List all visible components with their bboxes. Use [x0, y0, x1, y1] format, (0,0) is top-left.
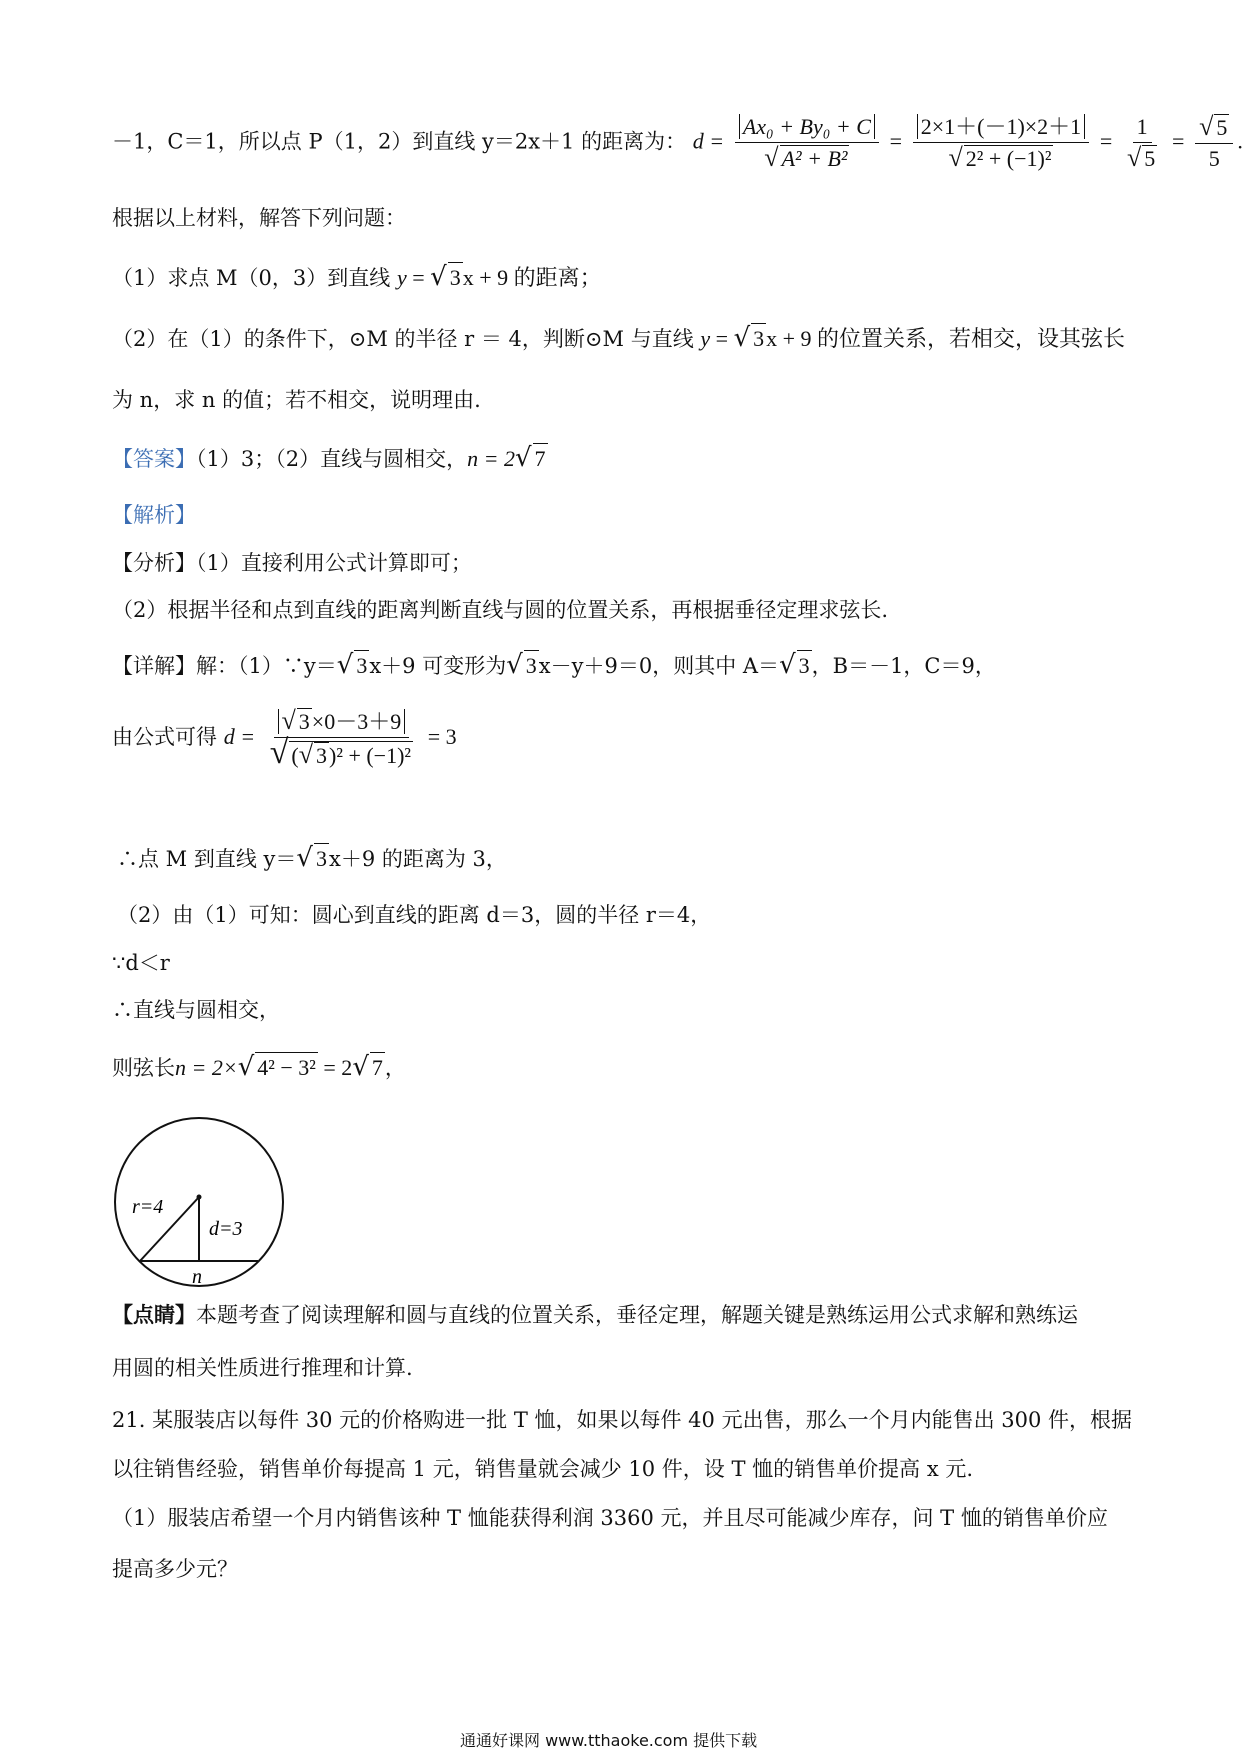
- center-point: [197, 1195, 202, 1200]
- answer-tag: 【答案】: [112, 447, 196, 471]
- q21-line2: 以往销售经验，销售单价每提高 1 元，销售量就会减少 10 件，设 T 恤的销售单价提高 x 元.: [112, 1457, 974, 1481]
- question-2-line1: （2）在（1）的条件下，⊙M 的半径 r ＝ 4，判断⊙M 与直线 y = √ 3x + 9 的位置关系，若相交，设其弦长: [112, 323, 1126, 353]
- circle-figure: [112, 1115, 292, 1290]
- question-2-line2: 为 n，求 n 的值；若不相交，说明理由.: [112, 388, 481, 412]
- general-formula: $\frac{\text{Ax₀ + By₀ + C}}{\text{√ A² + B²}}$: [735, 114, 879, 172]
- numeric-formula: $\frac{2\times 1+(-1)\times 2+1}{\text{√ 2² + (−1)²}}$: [913, 114, 1089, 172]
- step-2: （2）由（1）可知：圆心到直线的距离 d＝3，圆的半径 r＝4，: [117, 903, 712, 927]
- text-line: －1，C＝1，所以点 P（1，2）到直线 y＝2x＋1 的距离为： d = $\frac{\text{Ax₀ + By₀ + C}}{\text{√ A² + B²}}$ = $\frac{2\times 1+(-1)\times 2+1}{\text{√ 2² + (−1)²}}$ = $\frac{1}{√ 5}$ = $\frac{√ 5}{5}$ .: [112, 112, 1243, 172]
- q21-line3: （1）服装店希望一个月内销售该种 T 恤能获得利润 3360 元，并且尽可能减少库存，问 T 恤的销售单价应: [112, 1506, 1108, 1530]
- answer-line: 【答案】（1）3；（2）直线与圆相交，n = 2√ 7: [112, 443, 546, 473]
- footer-watermark: 通通好课网 www.tthaoke.com 提供下载: [460, 1731, 758, 1750]
- conclusion-1: ∴点 M 到直线 y＝√ 3x＋9 的距离为 3，: [117, 843, 507, 873]
- dianjing-line2: 用圆的相关性质进行推理和计算.: [112, 1356, 413, 1380]
- therefore-line: ∴直线与圆相交，: [112, 998, 280, 1022]
- d-label: d=3: [209, 1218, 243, 1240]
- chord-length: 则弦长n = 2×√ 4² − 3² = 2√ 7，: [112, 1052, 406, 1082]
- d-label: d =: [692, 128, 725, 154]
- detail-line: 【详解】解：（1）∵y＝√ 3x＋9 可变形为√ 3x－y＋9＝0，则其中 A＝√ 3，B＝－1，C＝9，: [112, 650, 996, 680]
- formula-application: 由公式可得 d = $\frac{√ 3\times 0-3+9}{\text{√ (√ 3)² + (−1)²}}$ = 3: [112, 706, 457, 771]
- fraction-root5-over-5: $\frac{√ 5}{5}$: [1195, 114, 1233, 172]
- q21-line1: 21. 某服装店以每件 30 元的价格购进一批 T 恤，如果以每件 40 元出售，那么一个月内能售出 300 件，根据: [112, 1408, 1133, 1432]
- material-prompt: 根据以上材料，解答下列问题：: [112, 206, 406, 230]
- formula-intro: －1，C＝1，所以点 P（1，2）到直线 y＝2x＋1 的距离为：: [112, 129, 687, 154]
- formula-fraction: $\frac{√ 3\times 0-3+9}{\text{√ (√ 3)² + (−1)²}}$: [269, 706, 411, 771]
- fenxi-line2: （2）根据半径和点到直线的距离判断直线与圆的位置关系，再根据垂径定理求弦长.: [112, 598, 889, 622]
- fraction-one-over-root5: $\frac{1}{√ 5}$: [1126, 114, 1156, 172]
- q21-line4: 提高多少元？: [112, 1557, 238, 1581]
- analysis-tag: 【解析】: [112, 503, 196, 527]
- dianjing-line1: 【点睛】本题考查了阅读理解和圆与直线的位置关系，垂径定理，解题关键是熟练运用公式求解和熟练运: [112, 1302, 1078, 1327]
- r-label: r=4: [132, 1196, 164, 1218]
- because-line: ∵d＜r: [112, 951, 170, 975]
- fenxi-line: 【分析】（1）直接利用公式计算即可；: [112, 551, 472, 575]
- n-label: n: [192, 1266, 202, 1288]
- question-1: （1）求点 M（0，3）到直线 y = √ 3x + 9 的距离；: [112, 262, 602, 292]
